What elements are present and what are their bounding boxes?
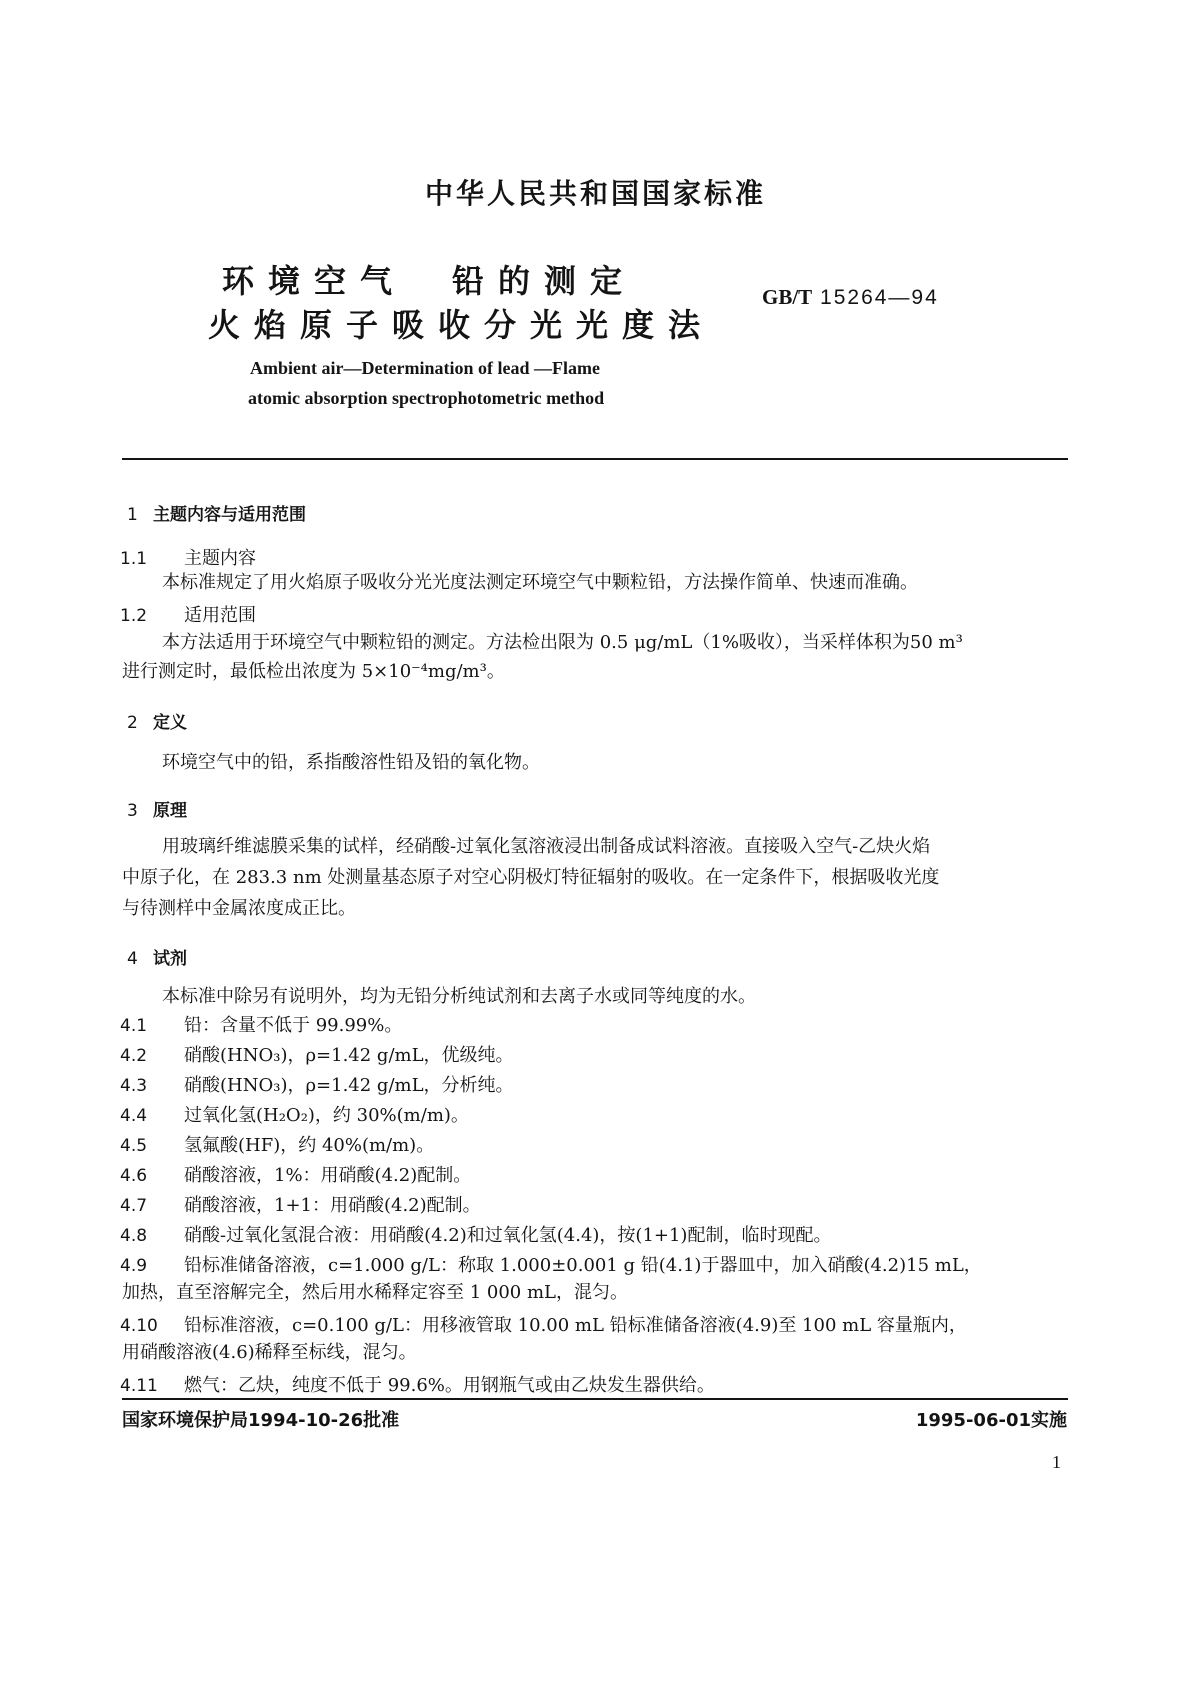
reagent-item-cont: 用硝酸溶液(4.6)稀释至标线，混匀。 <box>122 1342 417 1363</box>
item-text: 氢氟酸(HF)，约 40%(m/m)。 <box>184 1135 435 1156</box>
section-4-intro: 本标准中除另有说明外，均为无铅分析纯试剂和去离子水或同等纯度的水。 <box>162 986 756 1007</box>
item-number: 4.7 <box>120 1196 148 1216</box>
item-number: 4.6 <box>120 1166 148 1186</box>
reagent-item <box>120 1191 481 1217</box>
item-number: 4.11 <box>120 1376 158 1396</box>
section-title: 主题内容与适用范围 <box>153 505 306 525</box>
reagent-item <box>120 1071 514 1097</box>
subsection-title: 主题内容 <box>184 548 256 569</box>
subsection-title: 适用范围 <box>184 605 256 626</box>
item-number: 4.4 <box>120 1106 148 1126</box>
subsection-1-2 <box>120 601 256 627</box>
subsection-number: 1.2 <box>120 606 148 626</box>
section-1-2-text-cont: 进行测定时，最低检出浓度为 5×10⁻⁴mg/m³。 <box>122 661 505 682</box>
reagent-item <box>120 1371 715 1397</box>
item-number: 4.9 <box>120 1256 148 1276</box>
english-title-line-1: Ambient air—Determination of lead —Flame <box>250 358 600 378</box>
item-number: 4.1 <box>120 1016 148 1036</box>
item-text: 铅标准溶液，c=0.100 g/L：用移液管取 10.00 mL 铅标准储备溶液(4.9)至 100 mL 容量瓶内， <box>184 1315 967 1336</box>
title-line-1: 环境空气 铅的测定 <box>222 262 637 300</box>
header-divider <box>122 458 1068 460</box>
section-number: 2 <box>127 713 138 733</box>
standard-header: 中华人民共和国国家标准 <box>424 177 766 210</box>
section-1-1-text: 本标准规定了用火焰原子吸收分光光度法测定环境空气中颗粒铅，方法操作简单、快速而准确。 <box>162 572 918 593</box>
section-title: 原理 <box>153 801 187 821</box>
section-3-text-cont-2: 与待测样中金属浓度成正比。 <box>122 898 356 919</box>
item-text: 燃气：乙炔，纯度不低于 99.6%。用钢瓶气或由乙炔发生器供给。 <box>184 1375 715 1396</box>
reagent-item <box>120 1251 982 1277</box>
section-number: 1 <box>127 505 138 525</box>
section-title: 定义 <box>153 713 187 733</box>
effective-date: 1995-06-01实施 <box>915 1410 1067 1431</box>
reagent-item <box>120 1131 434 1157</box>
item-number: 4.10 <box>120 1316 158 1336</box>
title-line-2: 火焰原子吸收分光光度法 <box>208 306 715 344</box>
item-number: 4.5 <box>120 1136 148 1156</box>
section-1-heading <box>127 500 306 525</box>
section-3-heading <box>127 796 187 821</box>
page-number: 1 <box>1052 1452 1061 1472</box>
section-2-heading <box>127 708 187 733</box>
standard-code-number: 15264—94 <box>820 286 939 309</box>
english-title-line-2: atomic absorption spectrophotometric method <box>248 388 605 408</box>
item-text: 硝酸溶液，1%：用硝酸(4.2)配制。 <box>184 1165 472 1186</box>
reagent-item <box>120 1221 831 1247</box>
item-text: 硝酸(HNO₃)，ρ=1.42 g/mL，优级纯。 <box>184 1045 514 1066</box>
approval-date: 国家环境保护局1994-10-26批准 <box>122 1410 400 1431</box>
section-1-2-text: 本方法适用于环境空气中颗粒铅的测定。方法检出限为 0.5 μg/mL（1%吸收），当采样体积为50 m³ <box>162 632 963 653</box>
item-text: 铅：含量不低于 99.99%。 <box>184 1015 403 1036</box>
reagent-item-cont: 加热，直至溶解完全，然后用水稀释定容至 1 000 mL，混匀。 <box>122 1282 628 1303</box>
subsection-number: 1.1 <box>120 549 148 569</box>
reagent-item <box>120 1161 471 1187</box>
section-number: 4 <box>127 949 138 969</box>
section-number: 3 <box>127 801 138 821</box>
item-number: 4.8 <box>120 1226 148 1246</box>
item-text: 铅标准储备溶液，c=1.000 g/L：称取 1.000±0.001 g 铅(4.1)于器皿中，加入硝酸(4.2)15 mL， <box>184 1255 982 1276</box>
standard-code <box>762 285 939 310</box>
subsection-1-1 <box>120 544 256 570</box>
item-text: 硝酸-过氧化氢混合液：用硝酸(4.2)和过氧化氢(4.4)，按(1+1)配制，临时现配。 <box>184 1225 832 1246</box>
section-3-text: 用玻璃纤维滤膜采集的试样，经硝酸-过氧化氢溶液浸出制备成试料溶液。直接吸入空气-乙炔火焰 <box>162 836 931 857</box>
item-number: 4.3 <box>120 1076 148 1096</box>
section-title: 试剂 <box>153 949 187 969</box>
reagent-item <box>120 1311 967 1337</box>
section-3-text-cont-1: 中原子化，在 283.3 nm 处测量基态原子对空心阴极灯特征辐射的吸收。在一定条件下，根据吸收光度 <box>122 867 940 888</box>
standard-code-prefix: GB/T <box>762 285 813 309</box>
item-text: 过氧化氢(H₂O₂)，约 30%(m/m)。 <box>184 1105 469 1126</box>
section-4-heading <box>127 944 187 969</box>
item-text: 硝酸(HNO₃)，ρ=1.42 g/mL，分析纯。 <box>184 1075 514 1096</box>
reagent-item <box>120 1011 402 1037</box>
section-2-text: 环境空气中的铅，系指酸溶性铅及铅的氧化物。 <box>162 752 540 773</box>
item-text: 硝酸溶液，1+1：用硝酸(4.2)配制。 <box>184 1195 481 1216</box>
reagent-item <box>120 1101 469 1127</box>
item-number: 4.2 <box>120 1046 148 1066</box>
reagent-item <box>120 1041 514 1067</box>
footer-divider <box>122 1398 1068 1400</box>
